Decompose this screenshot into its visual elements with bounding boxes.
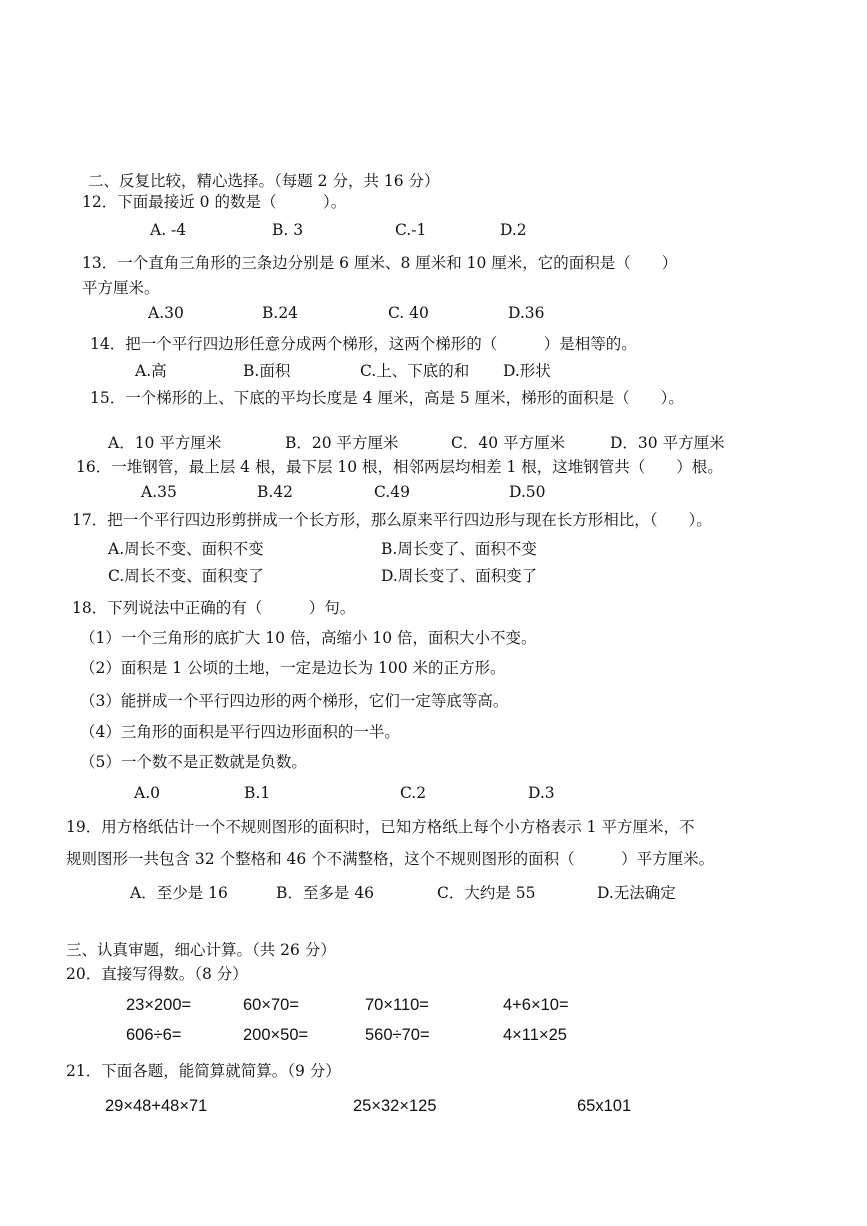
q18-statement-4: （4）三角形的面积是平行四边形面积的一半。: [80, 723, 400, 741]
q17-option-d: D.周长变了、面积变了: [381, 567, 538, 585]
q20-expr-4: 4+6×10=: [503, 996, 569, 1014]
q15-option-d: D．30 平方厘米: [610, 434, 725, 452]
q14-stem: 14．把一个平行四边形任意分成两个梯形，这两个梯形的（ ）是相等的。: [90, 335, 637, 353]
q15-option-c: C．40 平方厘米: [451, 434, 566, 452]
section-3-heading: 三、认真审题，细心计算。（共 26 分）: [66, 941, 336, 959]
q19-option-c: C．大约是 55: [437, 884, 536, 902]
q18-statement-3: （3）能拼成一个平行四边形的两个梯形，它们一定等底等高。: [80, 692, 509, 710]
q20-expr-6: 200×50=: [243, 1026, 309, 1044]
q12-option-b: B. 3: [272, 221, 304, 239]
q13-option-b: B.24: [262, 304, 299, 322]
q18-option-b: B.1: [244, 784, 271, 802]
q17-option-b: B.周长变了、面积不变: [381, 540, 537, 558]
q21-expr-2: 25×32×125: [353, 1097, 437, 1115]
q20-expr-5: 606÷6=: [126, 1026, 182, 1044]
q20-expr-8: 4×11×25: [503, 1026, 567, 1044]
q19-stem: 19．用方格纸估计一个不规则图形的面积时，已知方格纸上每个小方格表示 1 平方厘米，不: [66, 818, 695, 836]
q16-option-a: A.35: [141, 483, 177, 501]
q17-option-c: C.周长不变、面积变了: [108, 567, 264, 585]
q18-statement-5: （5）一个数不是正数就是负数。: [80, 753, 307, 771]
q15-option-a: A．10 平方厘米: [108, 434, 222, 452]
q13-option-c: C. 40: [388, 304, 429, 322]
q14-option-d: D.形状: [503, 362, 551, 380]
section-2-heading: 二、反复比较，精心选择。（每题 2 分，共 16 分）: [88, 172, 440, 190]
q18-option-a: A.0: [134, 784, 160, 802]
q12-stem: 12．下面最接近 0 的数是（ ）。: [82, 193, 347, 211]
q18-statement-2: （2）面积是 1 公顷的土地，一定是边长为 100 米的正方形。: [80, 659, 506, 677]
q16-option-d: D.50: [509, 483, 546, 501]
q14-option-c: C.上、下底的和: [360, 362, 470, 380]
q19-option-a: A．至少是 16: [130, 884, 228, 902]
q17-stem: 17．把一个平行四边形剪拼成一个长方形，那么原来平行四边形与现在长方形相比，（ ）。: [72, 511, 712, 529]
q13-option-d: D.36: [508, 304, 545, 322]
q15-option-b: B．20 平方厘米: [285, 434, 399, 452]
q12-option-c: C.-1: [395, 221, 427, 239]
q13-stem-continued: 平方厘米。: [82, 279, 160, 297]
q19-stem-continued: 规则图形一共包含 32 个整格和 46 个不满整格，这个不规则图形的面积（ ）平方厘米。: [66, 850, 715, 868]
q21-expr-3: 65x101: [577, 1097, 632, 1115]
q19-option-d: D.无法确定: [597, 884, 676, 902]
q18-statement-1: （1）一个三角形的底扩大 10 倍，高缩小 10 倍，面积大小不变。: [80, 629, 537, 647]
q20-stem: 20．直接写得数。（8 分）: [66, 965, 248, 983]
q13-option-a: A.30: [148, 304, 184, 322]
q12-option-a: A. -4: [150, 221, 187, 239]
q18-option-c: C.2: [400, 784, 427, 802]
q16-stem: 16．一堆钢管，最上层 4 根，最下层 10 根，相邻两层均相差 1 根，这堆钢管共（ ）根。: [76, 458, 723, 476]
q16-option-c: C.49: [374, 483, 410, 501]
q20-expr-1: 23×200=: [126, 996, 192, 1014]
q21-expr-1: 29×48+48×71: [105, 1097, 208, 1115]
q16-option-b: B.42: [257, 483, 294, 501]
q13-stem: 13．一个直角三角形的三条边分别是 6 厘米、8 厘米和 10 厘米，它的面积是（ ）: [82, 254, 678, 272]
q14-option-b: B.面积: [243, 362, 291, 380]
q20-expr-7: 560÷70=: [365, 1026, 430, 1044]
q12-option-d: D.2: [500, 221, 527, 239]
q18-stem: 18．下列说法中正确的有（ ）句。: [72, 599, 356, 617]
q20-expr-3: 70×110=: [365, 996, 429, 1014]
q20-expr-2: 60×70=: [243, 996, 299, 1014]
q15-stem: 15．一个梯形的上、下底的平均长度是 4 厘米，高是 5 厘米，梯形的面积是（ ）。: [90, 389, 684, 407]
q14-option-a: A.高: [135, 362, 167, 380]
q18-option-d: D.3: [528, 784, 555, 802]
q21-stem: 21．下面各题，能简算就简算。（9 分）: [66, 1062, 341, 1080]
q19-option-b: B．至多是 46: [276, 884, 375, 902]
q17-option-a: A.周长不变、面积不变: [108, 540, 264, 558]
